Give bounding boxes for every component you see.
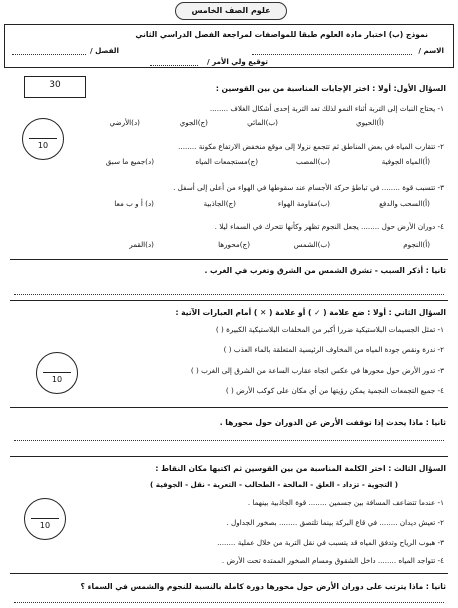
- q1-2-option-d[interactable]: (د)جميع ما سبق: [105, 157, 154, 166]
- guardian-signature-field[interactable]: [150, 65, 198, 66]
- q1-3-option-d[interactable]: (د) أ و ب معا: [114, 199, 154, 208]
- q1-2-option-c[interactable]: (ج)مستجمعات المياه: [195, 157, 258, 166]
- q2-item-1: ١- تمثل الجسيمات البلاستيكية ضررا أكبر من المخلفات البلاستيكية الكبيرة ( ): [215, 325, 444, 334]
- divider: [10, 407, 448, 408]
- q3-item-1: ١- عندما تتضاعف المسافة بين جسمين ........ قوة الجاذبية بينهما .: [247, 498, 444, 507]
- q1-2-option-a[interactable]: (أ)المياه الجوفية: [381, 157, 430, 166]
- q3-item-4: ٤- تتواجد المياه ........ داخل الشقوق ومسام الصخور الممتدة تحت الأرض .: [221, 556, 444, 565]
- q1-1-option-d[interactable]: (د)الأرضي: [109, 118, 140, 127]
- q1b-heading: ثانيا : أذكر السبب - تشرق الشمس من الشرق وتغرب في الغرب .: [204, 266, 446, 275]
- class-field[interactable]: [12, 54, 86, 55]
- exam-title: نموذج (ب) اختبار مادة العلوم طبقا للمواصفات لمراجعة الفصل الدراسي الثاني: [135, 30, 428, 39]
- q3-item-2: ٢- تعيش ديدان ........ في قاع البركة بينما تلتصق ........ بصخور الجداول .: [226, 518, 444, 527]
- q1-item-4: ٤- دوران الأرض حول ........ يجعل النجوم تظهر وكأنها تتحرك في السماء ليلا .: [214, 222, 444, 231]
- q1-4-option-d[interactable]: (د)القمر: [129, 240, 154, 249]
- divider: [10, 456, 448, 457]
- q2-score-circle: [36, 352, 78, 394]
- q3-score-circle: [24, 498, 66, 540]
- q3-item-3: ٣- هبوب الرياح وتدفق المياه قد يتسبب في نقل التربة من خلال عملية ........: [217, 538, 444, 547]
- q1-item-1: ١- يحتاج النبات إلى التربة أثناء النمو لذلك تعد التربة إحدى أشكال الغلاف ........: [209, 104, 444, 113]
- q1-1-option-c[interactable]: (ج)الجوي: [179, 118, 208, 127]
- divider: [10, 573, 448, 574]
- q2-heading: السؤال الثاني : أولا : ضع علامة ( ✓ ) أو علامة ( ✕ ) أمام العبارات الآتية :: [175, 308, 446, 317]
- total-score: 30: [49, 80, 61, 90]
- guardian-signature-label: توقيع ولي الأمر /: [206, 57, 268, 66]
- q3-score: 10: [39, 521, 51, 530]
- q2b-answer-line[interactable]: [14, 440, 444, 441]
- q1-1-option-b[interactable]: (ب)المائي: [247, 118, 278, 127]
- q2-item-3: ٣- تدور الأرض حول محورها في عكس اتجاه عقارب الساعة من الشرق إلى الغرب ( ): [190, 366, 444, 375]
- q1-score: 10: [37, 141, 49, 150]
- q1-2-option-b[interactable]: (ب)المصب: [295, 157, 330, 166]
- q3b-answer-line[interactable]: [14, 602, 444, 603]
- q1-3-option-a[interactable]: (أ)السحب والدفع: [379, 199, 430, 208]
- q2-item-4: ٤- جميع التجمعات النجمية يمكن رؤيتها من أي مكان على كوكب الأرض ( ): [225, 386, 444, 395]
- q3-heading: السؤال الثالث : اختر الكلمة المناسبة من بين القوسين ثم اكتبها مكان النقاط :: [155, 464, 446, 473]
- name-label: الاسم /: [418, 46, 444, 55]
- q3b-heading: ثانيا : ماذا يترتب على دوران الأرض حول محورها دورة كاملة بالنسبة للنجوم والشمس في السماء ؟: [80, 582, 446, 591]
- q1-4-option-b[interactable]: (ب)الشمس: [293, 240, 330, 249]
- q2b-heading: ثانيا : ماذا يحدث إذا توقفت الأرض عن الدوران حول محورها .: [219, 418, 446, 427]
- q1-item-3: ٣- تتسبب قوة ........ في تباطؤ حركة الأجسام عند سقوطها في الهواء من أعلى إلى أسفل .: [173, 183, 444, 192]
- q1-heading: السؤال الأول: أولا : اختر الإجابات المناسبة من بين القوسين :: [215, 84, 446, 93]
- class-label: الفصل /: [90, 46, 119, 55]
- q1-1-option-a[interactable]: (أ)الحيوي: [356, 118, 384, 127]
- q3-word-bank: ( التجوية - تزداد - العلق - المالحة - الطحالب - التعرية - نقل - الجوفية ): [149, 480, 398, 489]
- q1-4-option-c[interactable]: (ج)محورها: [218, 240, 250, 249]
- q1-score-circle: [22, 118, 64, 160]
- divider: [10, 300, 448, 301]
- q1-3-option-b[interactable]: (ب)مقاومة الهواء: [277, 199, 330, 208]
- q1b-answer-line[interactable]: [14, 294, 444, 295]
- total-score-box: [24, 76, 86, 98]
- q1-4-option-a[interactable]: (أ)النجوم: [403, 240, 430, 249]
- q1-item-2: ٢- تتقارب المياه في بعض المناطق ثم تتجمع نزولا إلى موقع منخفض الارتفاع مكونة ........: [178, 142, 444, 151]
- name-field[interactable]: [252, 54, 412, 55]
- q2-score: 10: [51, 375, 63, 384]
- q1-3-option-c[interactable]: (ج)الجاذبية: [203, 199, 236, 208]
- q2-item-2: ٢- ندرة ونقص جودة المياه من المخاوف الرئيسية المتعلقة بالماء العذب ( ): [223, 345, 444, 354]
- grade-badge: علوم الصف الخامس: [175, 2, 287, 20]
- divider: [10, 259, 448, 260]
